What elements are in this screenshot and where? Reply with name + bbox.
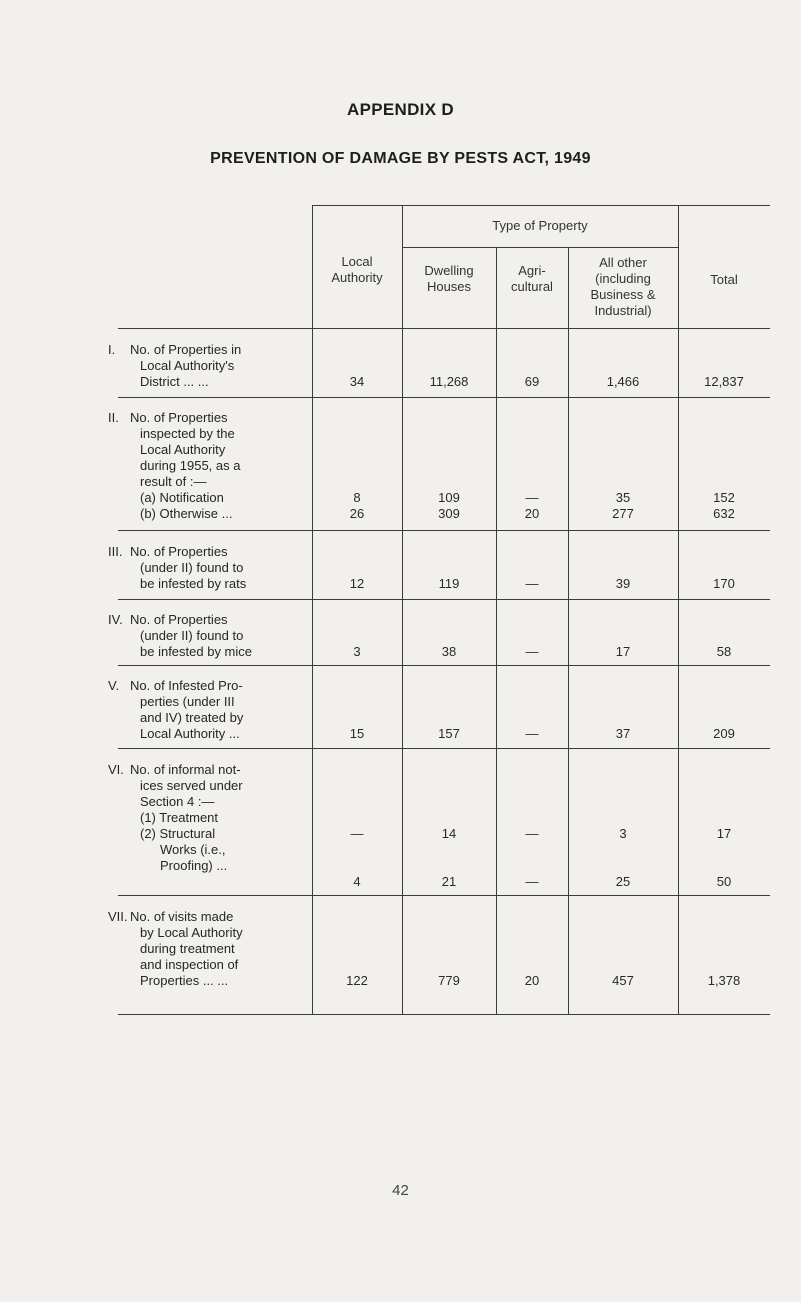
table-cell: 119 [438, 576, 460, 591]
sub-item-treatment: (1) Treatment [140, 810, 219, 825]
table-cell: 50 [716, 874, 732, 889]
table-cell: — [350, 826, 364, 841]
table-cell: 1,466 [606, 374, 640, 389]
table-cell: 14 [441, 826, 457, 841]
table-cell: 37 [615, 726, 631, 741]
table-cell: 20 [524, 973, 540, 988]
table-cell: 309 [438, 506, 460, 521]
table-cell: 39 [615, 576, 631, 591]
document-title: PREVENTION OF DAMAGE BY PESTS ACT, 1949 [210, 150, 591, 167]
table-cell: 17 [615, 644, 631, 659]
row-numeral: II. [108, 410, 119, 425]
table-cell: 34 [349, 374, 365, 389]
table-cell: — [525, 576, 539, 591]
table-cell: 69 [524, 374, 540, 389]
type-of-property-header: Type of Property [492, 218, 588, 233]
table-cell: 277 [612, 506, 634, 521]
row-label-vii: VII. No. of visits made by Local Authority during treatment and inspection of Properties ... ... [108, 909, 243, 988]
column-rule [678, 205, 679, 1014]
table-cell: — [525, 874, 539, 889]
table-cell: 3 [619, 826, 627, 841]
row-label-vi: VI. No. of informal not- ices served under Section 4 :— (1) Treatment (2) Structural Works (i.e., Proofing) ... [130, 762, 312, 874]
appendix-heading: APPENDIX D [347, 100, 454, 119]
row-divider [118, 748, 770, 749]
table-cell: 632 [713, 506, 735, 521]
table-cell: 109 [438, 490, 460, 505]
table-cell: 12,837 [704, 374, 744, 389]
row-numeral: VI. [108, 762, 124, 777]
column-rule [496, 247, 497, 1014]
table-cell: 170 [713, 576, 735, 591]
column-rule [568, 247, 569, 1014]
table-bottom-rule [118, 1014, 770, 1015]
table-cell: 779 [438, 973, 460, 988]
row-numeral: I. [108, 342, 116, 357]
table-cell: 15 [349, 726, 365, 741]
page-number: 42 [392, 1182, 409, 1199]
table-cell: 4 [353, 874, 361, 889]
table-cell: 26 [349, 506, 365, 521]
header-bottom-rule [118, 328, 770, 329]
table-cell: — [525, 826, 539, 841]
table-cell: — [525, 726, 539, 741]
sub-item-notification: (a) Notification [140, 490, 224, 505]
table-cell: 35 [615, 490, 631, 505]
table-cell: 20 [524, 506, 540, 521]
table-cell: 157 [438, 726, 460, 741]
dwelling-houses-header: Dwelling Houses [424, 263, 474, 294]
table-cell: 1,378 [707, 973, 741, 988]
agricultural-header: Agri- cultural [511, 263, 553, 294]
type-of-property-underline [402, 247, 678, 248]
total-header: Total [710, 272, 738, 287]
row-numeral: IV. [108, 612, 123, 627]
column-rule [402, 205, 403, 1014]
row-numeral: V. [108, 678, 120, 693]
row-label-iii: III. No. of Properties (under II) found to be infested by rats [108, 544, 247, 591]
table-cell: 58 [716, 644, 732, 659]
column-rule [312, 205, 313, 1014]
table-cell: 12 [349, 576, 365, 591]
row-label-iv: IV. No. of Properties (under II) found to be infested by mice [108, 612, 253, 659]
row-divider [118, 665, 770, 666]
table-cell: 25 [615, 874, 631, 889]
table-cell: 457 [612, 973, 634, 988]
row-divider [118, 895, 770, 896]
row-label-ii: II. No. of Properties inspected by the Local Authority during 1955, as a result of :— (a) Notification (b) Otherwise ... [130, 410, 312, 522]
table-cell: — [525, 644, 539, 659]
sub-item-structural: (2) Structural [140, 826, 216, 841]
table-cell: 152 [713, 490, 735, 505]
row-label-i: I. No. of Properties in Local Authority's District ... ... [108, 342, 242, 389]
sub-item-otherwise: (b) Otherwise ... [140, 506, 233, 521]
row-numeral: III. [108, 544, 123, 559]
table-cell: 8 [353, 490, 361, 505]
table-cell: 11,268 [429, 374, 469, 389]
row-divider [118, 397, 770, 398]
table-cell: 38 [441, 644, 457, 659]
all-other-header: All other (including Business & Industrial) [590, 255, 656, 318]
row-divider [118, 599, 770, 600]
table-cell: 21 [441, 874, 457, 889]
table-cell: 3 [353, 644, 361, 659]
table-cell: — [525, 490, 539, 505]
table-cell: 209 [713, 726, 735, 741]
table-cell: 17 [716, 826, 732, 841]
table-cell: 122 [346, 973, 368, 988]
local-authority-header: Local Authority [331, 254, 383, 285]
row-divider [118, 530, 770, 531]
row-numeral: VII. [108, 909, 128, 924]
row-label-v: V. No. of Infested Pro- perties (under III and IV) treated by Local Authority ... [108, 678, 244, 741]
table-top-rule [312, 205, 770, 206]
